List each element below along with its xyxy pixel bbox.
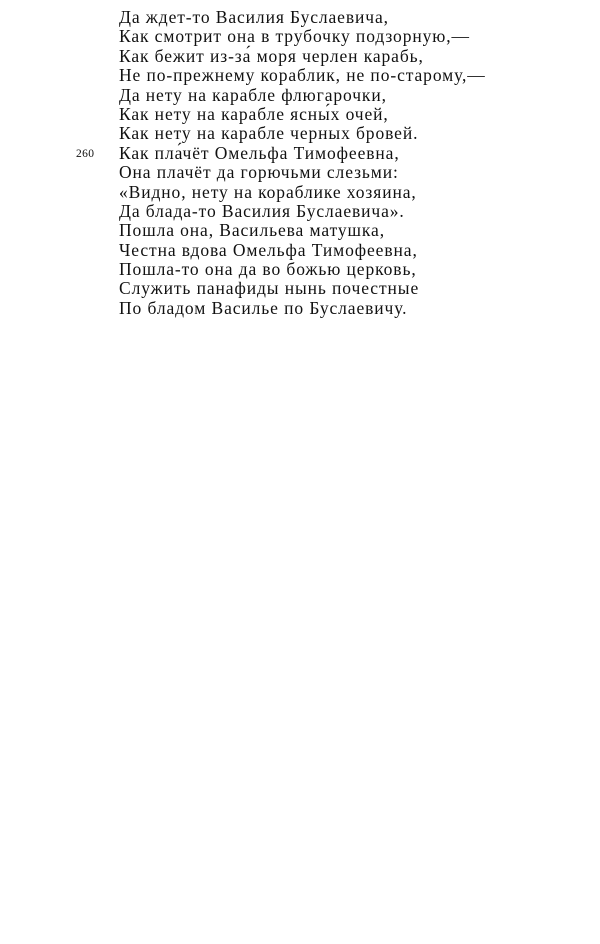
- poem-line-text: Пошла она, Васильева матушка,: [119, 220, 385, 241]
- poem-line-text: Не по-прежнему кораблик, не по-старому,—: [119, 65, 486, 86]
- poem-line-text: Да блада-то Василия Буслаевича».: [119, 200, 405, 221]
- poem-line: [76, 142, 589, 163]
- poem-line-text: Как нету на карабле черных бровей.: [119, 123, 419, 144]
- poem-line-text: По бладом Василье по Буслаевичу.: [119, 297, 408, 318]
- poem-line-text: Как бежит из-за́ моря черлен карабь,: [119, 45, 424, 66]
- poem-line: [119, 202, 589, 221]
- poem-line: [119, 47, 589, 66]
- poem-line: [119, 183, 589, 202]
- line-number: 260: [76, 147, 95, 160]
- poem-line: [119, 299, 589, 318]
- poem-line-text: Как смотрит она в трубочку подзорную,—: [119, 26, 470, 47]
- poem-line: [119, 124, 589, 143]
- poem-line: [119, 221, 589, 240]
- poem-line: [119, 163, 589, 182]
- poem-line: [119, 66, 589, 85]
- poem-line: [119, 279, 589, 298]
- poem-text: [76, 7, 589, 318]
- poem-line: [119, 86, 589, 105]
- poem-line-text: Честна вдова Омельфа Тимофеевна,: [119, 239, 418, 260]
- poem-line-text: Пошла-то она да во божью церковь,: [119, 259, 417, 280]
- poem-line-text: Как нету на карабле ясны́х очей,: [119, 103, 389, 124]
- poem-line: [119, 241, 589, 260]
- poem-line-text: Служить панафиды нынь почестные: [119, 278, 420, 299]
- poem-line-text: Да ждет-то Василия Буслаевича,: [119, 7, 389, 27]
- poem-line-text: Да нету на карабле флюгарочки,: [119, 84, 387, 105]
- poem-line-text: Она плачёт да горючьми слезьми:: [119, 162, 399, 183]
- poem-line-text: «Видно, нету на кораблике хозяина,: [119, 181, 417, 202]
- poem-line: [119, 260, 589, 279]
- poem-line: [119, 8, 589, 27]
- poem-line: [119, 27, 589, 46]
- poem-line: [119, 105, 589, 124]
- poem-line-text: Как пла́чёт Омельфа Тимофеевна,: [119, 142, 400, 163]
